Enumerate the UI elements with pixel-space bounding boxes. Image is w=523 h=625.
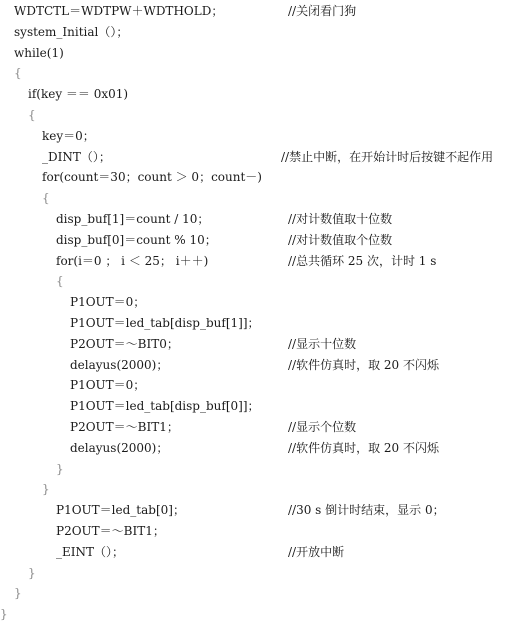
code-line	[0, 147, 523, 168]
code-comment: //软件仿真时，取 20 不闪烁	[288, 357, 439, 372]
code-statement: {	[56, 274, 64, 289]
code-line	[0, 126, 523, 147]
code-statement: delayus(2000)；	[70, 440, 169, 455]
code-statement: _EINT（）；	[56, 544, 125, 559]
code-statement: P1OUT＝0；	[70, 295, 146, 310]
code-line	[0, 334, 523, 355]
code-statement: }	[0, 607, 8, 622]
code-line	[0, 84, 523, 105]
code-line	[0, 105, 523, 126]
code-statement: }	[28, 565, 36, 580]
code-statement: for(i＝0 ； i ＜ 25； i＋＋)	[56, 253, 209, 268]
code-line	[0, 604, 523, 625]
code-comment: //关闭看门狗	[288, 4, 357, 18]
code-line	[0, 167, 523, 188]
code-comment: //软件仿真时，取 20 不闪烁	[288, 440, 439, 455]
code-statement: P1OUT＝led_tab[disp_buf[0]]；	[70, 399, 260, 414]
code-line	[0, 396, 523, 417]
code-statement: {	[42, 191, 50, 206]
code-line	[0, 188, 523, 209]
code-line	[0, 1, 523, 22]
code-line	[0, 313, 523, 334]
code-statement: {	[28, 108, 36, 122]
code-line	[0, 500, 523, 521]
code-line	[0, 521, 523, 542]
code-line	[0, 292, 523, 313]
code-statement: P1OUT＝led_tab[0]；	[56, 503, 185, 518]
code-statement: disp_buf[0]＝count % 10；	[56, 232, 217, 247]
code-statement: if(key ＝＝ 0x01)	[28, 87, 129, 102]
code-line	[0, 459, 523, 480]
code-line	[0, 375, 523, 396]
code-statement: P1OUT＝led_tab[disp_buf[1]]；	[70, 316, 260, 330]
code-comment: //对计数值取十位数	[288, 212, 393, 226]
code-line	[0, 563, 523, 584]
code-statement: {	[14, 66, 22, 81]
code-comment: //显示十位数	[288, 336, 357, 351]
code-line	[0, 542, 523, 563]
code-line	[0, 43, 523, 64]
code-statement: }	[14, 586, 22, 601]
code-line	[0, 230, 523, 251]
code-comment: //总共循环 25 次，计时 1 s	[288, 253, 437, 268]
code-statement: }	[56, 461, 64, 476]
code-statement: key＝0；	[42, 128, 95, 143]
code-line	[0, 271, 523, 292]
code-statement: P2OUT＝～BIT1；	[56, 524, 165, 538]
code-line	[0, 22, 523, 43]
code-comment: //对计数值取个位数	[288, 232, 393, 247]
code-statement: P1OUT＝0；	[70, 378, 146, 393]
code-line	[0, 438, 523, 459]
code-comment: //30 s 倒计时结束，显示 0；	[288, 503, 445, 518]
code-comment: //禁止中断，在开始计时后按键不起作用	[281, 149, 494, 164]
code-line	[0, 209, 523, 230]
code-statement: while(1)	[14, 45, 64, 60]
code-line	[0, 417, 523, 438]
code-statement: for(count＝30；count ＞ 0；count－)	[42, 170, 262, 185]
code-statement: }	[42, 482, 50, 497]
code-statement: _DINT（）；	[42, 149, 111, 164]
code-statement: system_Initial（）；	[14, 24, 129, 39]
code-line	[0, 251, 523, 272]
code-statement: WDTCTL＝WDTPW＋WDTHOLD；	[14, 4, 224, 18]
code-comment: //开放中断	[288, 544, 345, 559]
code-line	[0, 583, 523, 604]
code-line	[0, 479, 523, 500]
code-statement: disp_buf[1]＝count / 10；	[56, 212, 210, 226]
code-line	[0, 63, 523, 84]
code-line	[0, 355, 523, 376]
code-statement: P2OUT＝～BIT0；	[70, 336, 179, 351]
code-statement: P2OUT＝～BIT1；	[70, 420, 179, 434]
code-statement: delayus(2000)；	[70, 357, 169, 372]
code-comment: //显示个位数	[288, 420, 357, 434]
